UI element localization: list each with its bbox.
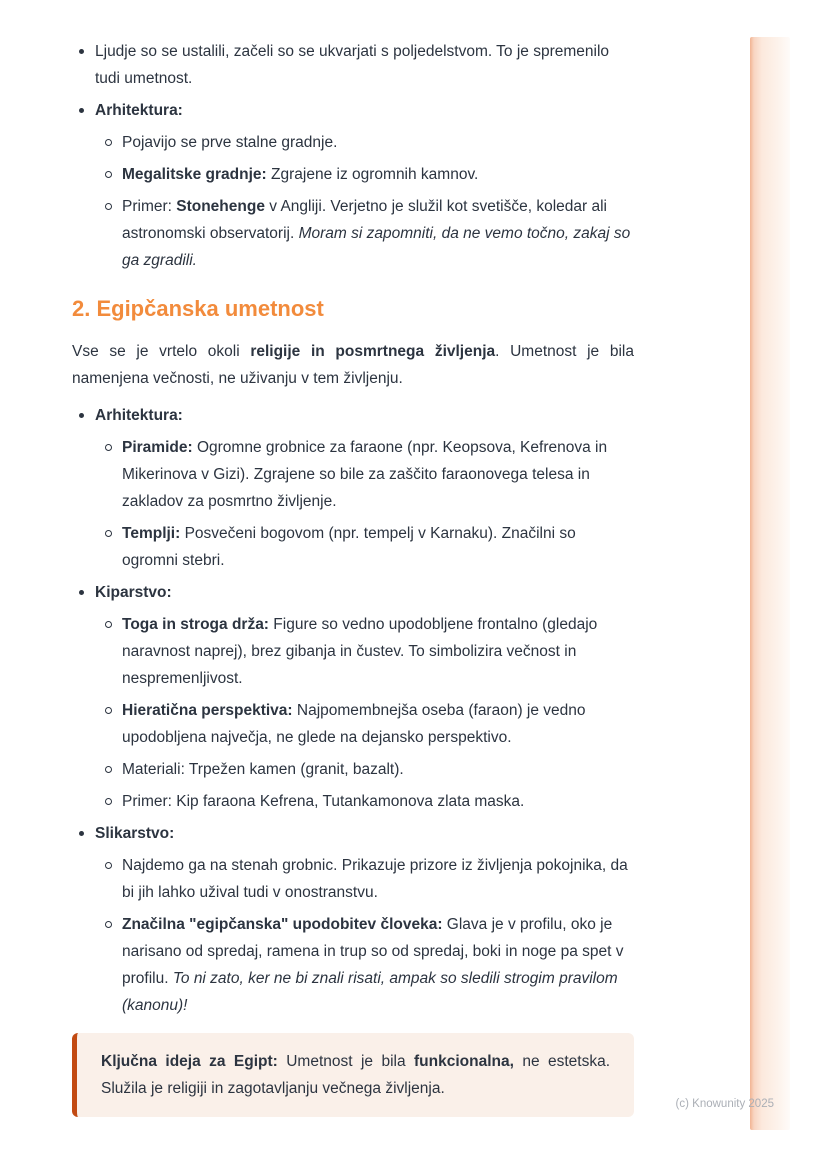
sub-bullet-item (72, 697, 634, 751)
text-run: Vse se je vrtelo okoli (72, 343, 251, 360)
bullet-circle-marker (105, 530, 112, 537)
bullet-disc-marker (79, 49, 84, 54)
sub-bullet-item (72, 611, 634, 692)
text-run: Hieratična perspektiva: (122, 702, 293, 719)
bullet-item (72, 579, 634, 606)
bullet-disc-marker (79, 590, 84, 595)
sub-bullet-item (72, 788, 634, 815)
text-run: 2. Egipčanska umetnost (72, 296, 324, 321)
text-run: Značilna "egipčanska" upodobitev človeka: (122, 916, 443, 933)
sub-bullet-item (72, 129, 634, 156)
bullet-item (72, 38, 634, 92)
text-run: Najdemo ga na stenah grobnic. Prikazuje prizore iz življenja pokojnika, da bi jih lahko užival tudi v onostranstvu. (122, 857, 628, 901)
bullet-disc-marker (79, 831, 84, 836)
text-run: Ključna ideja za Egipt: (101, 1053, 278, 1070)
text-run: Arhitektura: (95, 407, 183, 424)
text-run: Piramide: (122, 439, 193, 456)
sub-bullet-item (72, 911, 634, 1019)
text-run: Kiparstvo: (95, 584, 172, 601)
bullet-item (72, 402, 634, 429)
text-run: Megalitske gradnje: (122, 166, 267, 183)
bullet-disc-marker (79, 413, 84, 418)
text-run: Templji: (122, 525, 181, 542)
sub-bullet-item (72, 520, 634, 574)
text-run: ne estetska. Služila je religiji in zagotavljanju večnega življenja. (101, 1053, 611, 1097)
bullet-circle-marker (105, 707, 112, 714)
sub-bullet-item (72, 193, 634, 274)
text-run: Materiali: Trpežen kamen (granit, bazalt). (122, 761, 404, 778)
text-run: Moram si zapomniti, da ne vemo točno, zakaj so ga zgradili. (122, 225, 631, 269)
text-run: Zgrajene iz ogromnih kamnov. (266, 166, 479, 183)
document-content (72, 38, 634, 1117)
bullet-circle-marker (105, 203, 112, 210)
text-run: Arhitektura: (95, 102, 183, 119)
bullet-circle-marker (105, 862, 112, 869)
text-run: Pojavijo se prve stalne gradnje. (122, 134, 338, 151)
bullet-item (72, 97, 634, 124)
text-run: Ljudje so se ustalili, začeli so se ukvarjati s poljedelstvom. To je spremenilo tudi umetnost. (95, 43, 610, 87)
bullet-circle-marker (105, 766, 112, 773)
text-run: v Angliji. Verjetno je služil kot svetišče, koledar ali astronomski observatorij. (122, 198, 607, 242)
section-heading (72, 294, 634, 324)
bullet-disc-marker (79, 108, 84, 113)
bullet-circle-marker (105, 444, 112, 451)
bullet-circle-marker (105, 139, 112, 146)
text-run: Ogromne grobnice za faraone (npr. Keopsova, Kefrenova in Mikerinova v Gizi). Zgrajene so bile za zaščito faraonovega telesa in zakladov za posmrtno življenje. (122, 439, 608, 510)
paragraph (72, 338, 634, 392)
text-run: Glava je v profilu, oko je narisano od spredaj, ramena in trup so od spredaj, boki in noge pa spet v profilu. (122, 916, 624, 987)
text-run: Figure so vedno upodobljene frontalno (gledajo naravnost naprej), brez gibanja in čustev. To simbolizira večnost in nespremenljivost. (122, 616, 598, 687)
sub-bullet-item (72, 434, 634, 515)
text-run: funkcionalna, (414, 1053, 514, 1070)
bullet-circle-marker (105, 798, 112, 805)
text-run: Toga in stroga drža: (122, 616, 269, 633)
sub-bullet-item (72, 161, 634, 188)
sub-bullet-item (72, 756, 634, 783)
text-run: Posvečeni bogovom (npr. tempelj v Karnaku). Značilni so ogromni stebri. (122, 525, 576, 569)
bullet-circle-marker (105, 171, 112, 178)
text-run: Primer: Kip faraona Kefrena, Tutankamonova zlata maska. (122, 793, 525, 810)
copyright-watermark: (c) Knowunity 2025 (675, 1098, 774, 1110)
text-run: Primer: (122, 198, 177, 215)
text-run: Stonehenge (176, 198, 265, 215)
text-run: To ni zato, ker ne bi znali risati, ampak so sledili strogim pravilom (kanonu)! (122, 970, 618, 1014)
bullet-circle-marker (105, 921, 112, 928)
text-run: religije in posmrtnega življenja (250, 343, 496, 360)
bullet-circle-marker (105, 621, 112, 628)
sub-bullet-item (72, 852, 634, 906)
text-run: Slikarstvo: (95, 825, 175, 842)
text-run: Najpomembnejša oseba (faraon) je vedno upodobljena največja, ne glede na dejansko perspektivo. (122, 702, 586, 746)
decorative-side-stripe (750, 37, 790, 1130)
text-run: Umetnost je bila (277, 1053, 414, 1070)
text-run: . Umetnost je bila namenjena večnosti, ne uživanju v tem življenju. (72, 343, 634, 387)
callout-box (72, 1033, 634, 1117)
bullet-item (72, 820, 634, 847)
